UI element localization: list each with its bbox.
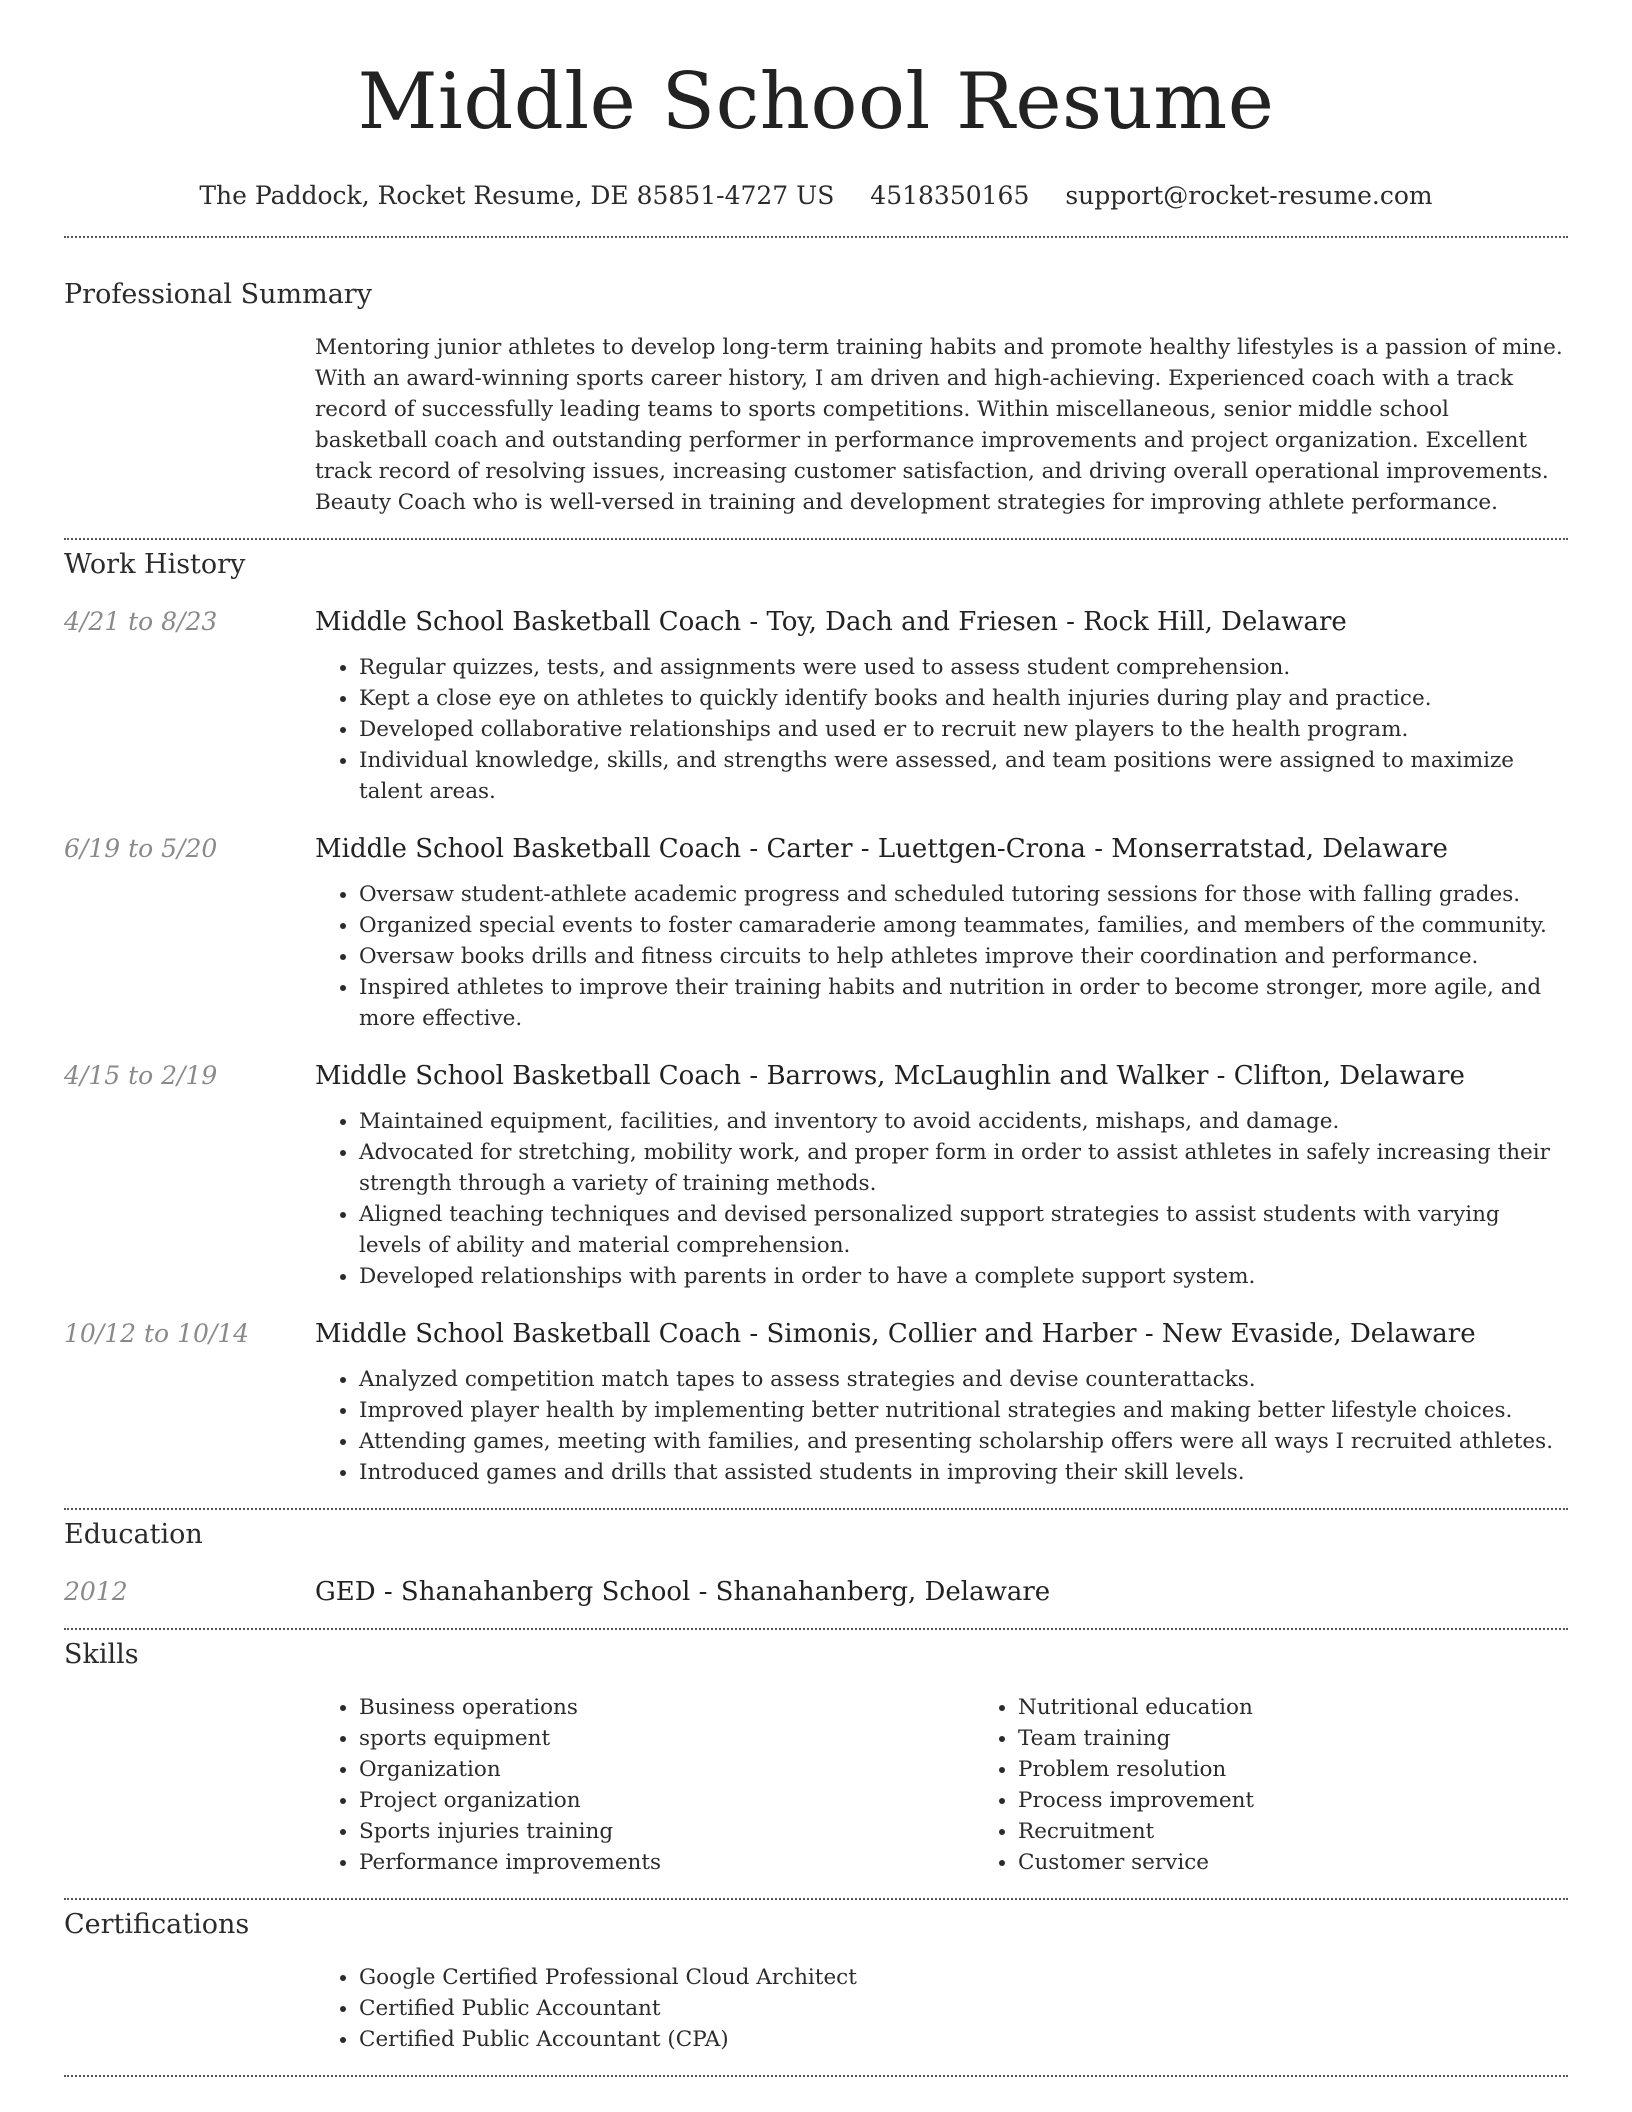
list-item: • Organization — [359, 1754, 974, 1785]
job-entry — [64, 1060, 1568, 1292]
divider — [64, 1508, 1568, 1510]
email: support@rocket-resume.com — [1065, 181, 1433, 210]
divider — [64, 1898, 1568, 1900]
address: The Paddock, Rocket Resume, DE 85851-4727 US — [199, 181, 835, 210]
job-bullets — [315, 652, 1568, 807]
list-item: • Maintained equipment, facilities, and inventory to avoid accidents, mishaps, and damage. — [359, 1106, 1568, 1137]
list-item: • Certified Public Accountant (CPA) — [359, 2024, 1568, 2055]
list-item: • Introduced games and drills that assisted students in improving their skill levels. — [359, 1457, 1568, 1488]
divider — [64, 538, 1568, 540]
skills-column — [315, 1692, 974, 1878]
education-entry: GED - Shanahanberg School - Shanahanberg, Delaware — [315, 1577, 1051, 1607]
divider — [64, 2075, 1568, 2077]
list-item: • sports equipment — [359, 1723, 974, 1754]
list-item: • Individual knowledge, skills, and strengths were assessed, and team positions were assigned to maximize talent areas. — [359, 745, 1568, 807]
skills-section — [64, 1638, 1568, 1878]
divider — [64, 236, 1568, 238]
job-entry — [64, 1318, 1568, 1488]
list-item: • Nutritional education — [1018, 1692, 1632, 1723]
job-dates: 4/21 to 8/23 — [64, 607, 218, 636]
summary-section — [64, 278, 1568, 518]
education-year: 2012 — [64, 1577, 128, 1606]
list-item: • Customer service — [1018, 1847, 1632, 1878]
list-item: • Problem resolution — [1018, 1754, 1632, 1785]
job-bullets — [315, 879, 1568, 1034]
list-item: • Improved player health by implementing better nutritional strategies and making better lifestyle choices. — [359, 1395, 1568, 1426]
list-item: • Google Certified Professional Cloud Architect — [359, 1962, 1568, 1993]
section-heading-education: Education — [64, 1519, 203, 1550]
job-dates: 4/15 to 2/19 — [64, 1061, 218, 1090]
list-item: • Attending games, meeting with families, and presenting scholarship offers were all ways I recruited athletes. — [359, 1426, 1568, 1457]
job-title: Middle School Basketball Coach - Simonis, Collier and Harber - New Evaside, Delaware — [315, 1319, 1476, 1349]
job-dates: 10/12 to 10/14 — [64, 1319, 250, 1348]
job-bullets — [315, 1106, 1568, 1292]
list-item: • Process improvement — [1018, 1785, 1632, 1816]
job-title: Middle School Basketball Coach - Barrows, McLaughlin and Walker - Clifton, Delaware — [315, 1061, 1465, 1091]
section-heading-summary: Professional Summary — [64, 279, 372, 310]
section-heading-work: Work History — [64, 549, 246, 580]
list-item: • Business operations — [359, 1692, 974, 1723]
skills-grid — [315, 1692, 1632, 1878]
list-item: • Project organization — [359, 1785, 974, 1816]
list-item: • Inspired athletes to improve their training habits and nutrition in order to become stronger, more agile, and more effective. — [359, 972, 1568, 1034]
phone: 4518350165 — [870, 181, 1030, 210]
list-item: • Team training — [1018, 1723, 1632, 1754]
list-item: • Aligned teaching techniques and devised personalized support strategies to assist students with varying levels of ability and material comprehension. — [359, 1199, 1568, 1261]
resume-title: Middle School Resume — [357, 57, 1275, 147]
job-entry — [64, 833, 1568, 1034]
job-dates: 6/19 to 5/20 — [64, 834, 218, 863]
list-item: • Kept a close eye on athletes to quickly identify books and health injuries during play and practice. — [359, 683, 1568, 714]
section-heading-certifications: Certifications — [64, 1909, 250, 1940]
certifications-section — [64, 1908, 1568, 2055]
list-item: • Advocated for stretching, mobility work, and proper form in order to assist athletes in safely increasing their strength through a variety of training methods. — [359, 1137, 1568, 1199]
contact-line — [64, 180, 1568, 212]
list-item: • Regular quizzes, tests, and assignments were used to assess student comprehension. — [359, 652, 1568, 683]
list-item: • Organized special events to foster camaraderie among teammates, families, and members of the community. — [359, 910, 1568, 941]
job-bullets — [315, 1364, 1568, 1488]
skills-column — [974, 1692, 1632, 1878]
work-history-section — [64, 548, 1568, 1488]
job-entry — [64, 606, 1568, 807]
education-section — [64, 1518, 1568, 1608]
list-item: • Performance improvements — [359, 1847, 974, 1878]
list-item: • Analyzed competition match tapes to assess strategies and devise counterattacks. — [359, 1364, 1568, 1395]
list-item: • Certified Public Accountant — [359, 1993, 1568, 2024]
list-item: • Developed relationships with parents in order to have a complete support system. — [359, 1261, 1568, 1292]
certifications-list — [315, 1962, 1568, 2055]
divider — [64, 1628, 1568, 1630]
list-item: • Recruitment — [1018, 1816, 1632, 1847]
list-item: • Sports injuries training — [359, 1816, 974, 1847]
job-title: Middle School Basketball Coach - Toy, Dach and Friesen - Rock Hill, Delaware — [315, 607, 1347, 637]
list-item: • Developed collaborative relationships and used er to recruit new players to the health program. — [359, 714, 1568, 745]
list-item: • Oversaw books drills and fitness circuits to help athletes improve their coordination and performance. — [359, 941, 1568, 972]
summary-text: Mentoring junior athletes to develop long-term training habits and promote healthy lifestyles is a passion of mine. With an award-winning sports career history, I am driven and high-achieving. Experienced coach with a track record of successfully leading teams to sports competitions. Within miscellaneous, senior middle school basketball coach and outstanding performer in performance improvements and project organization. Excellent track record of resolving issues, increasing customer satisfaction, and driving overall operational improvements. Beauty Coach who is well-versed in training and development strategies for improving athlete performance. — [315, 335, 1563, 515]
job-title: Middle School Basketball Coach - Carter - Luettgen-Crona - Monserratstad, Delaware — [315, 834, 1448, 864]
section-heading-skills: Skills — [64, 1639, 139, 1670]
list-item: • Oversaw student-athlete academic progress and scheduled tutoring sessions for those with falling grades. — [359, 879, 1568, 910]
